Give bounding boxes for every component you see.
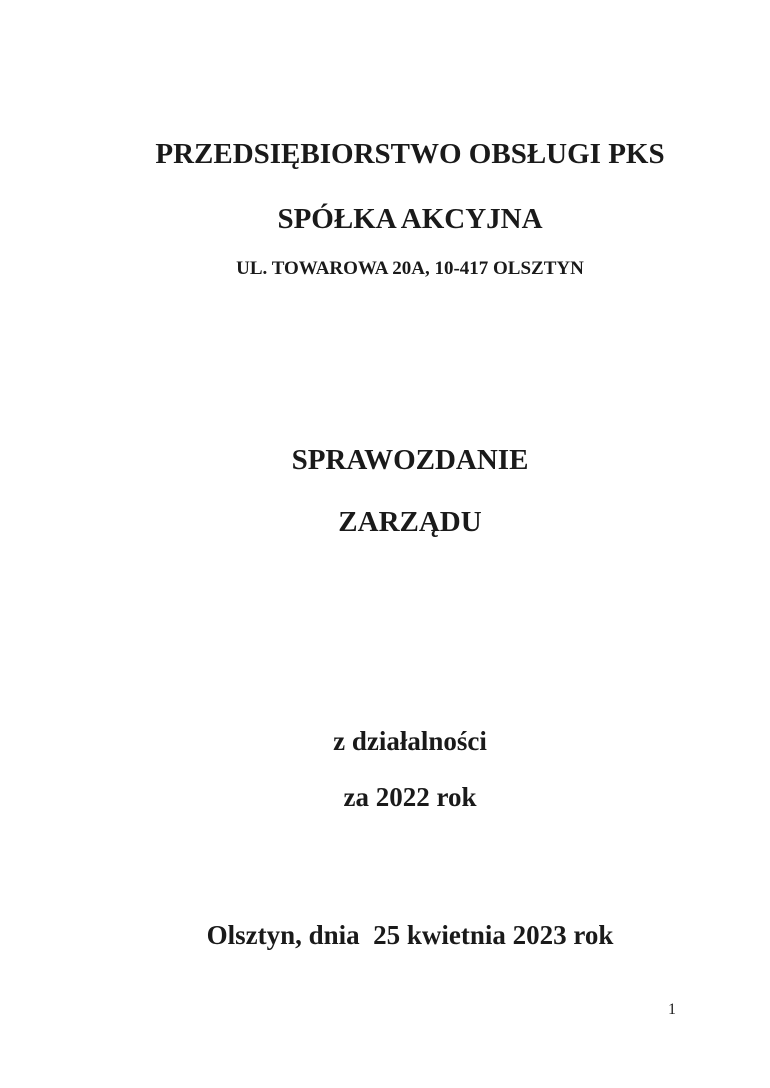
report-subject: z działalności <box>333 726 487 756</box>
report-period: za 2022 rok <box>343 782 477 812</box>
company-legal-form: SPÓŁKA AKCYJNA <box>277 203 543 235</box>
report-title: SPRAWOZDANIE <box>291 444 529 476</box>
place-and-date: Olsztyn, dnia 25 kwietnia 2023 rok <box>206 920 614 950</box>
company-name: PRZEDSIĘBIORSTWO OBSŁUGI PKS <box>155 138 665 170</box>
page-number: 1 <box>668 1001 676 1018</box>
company-address: UL. TOWAROWA 20A, 10-417 OLSZTYN <box>236 258 584 279</box>
report-title-org: ZARZĄDU <box>338 506 482 538</box>
